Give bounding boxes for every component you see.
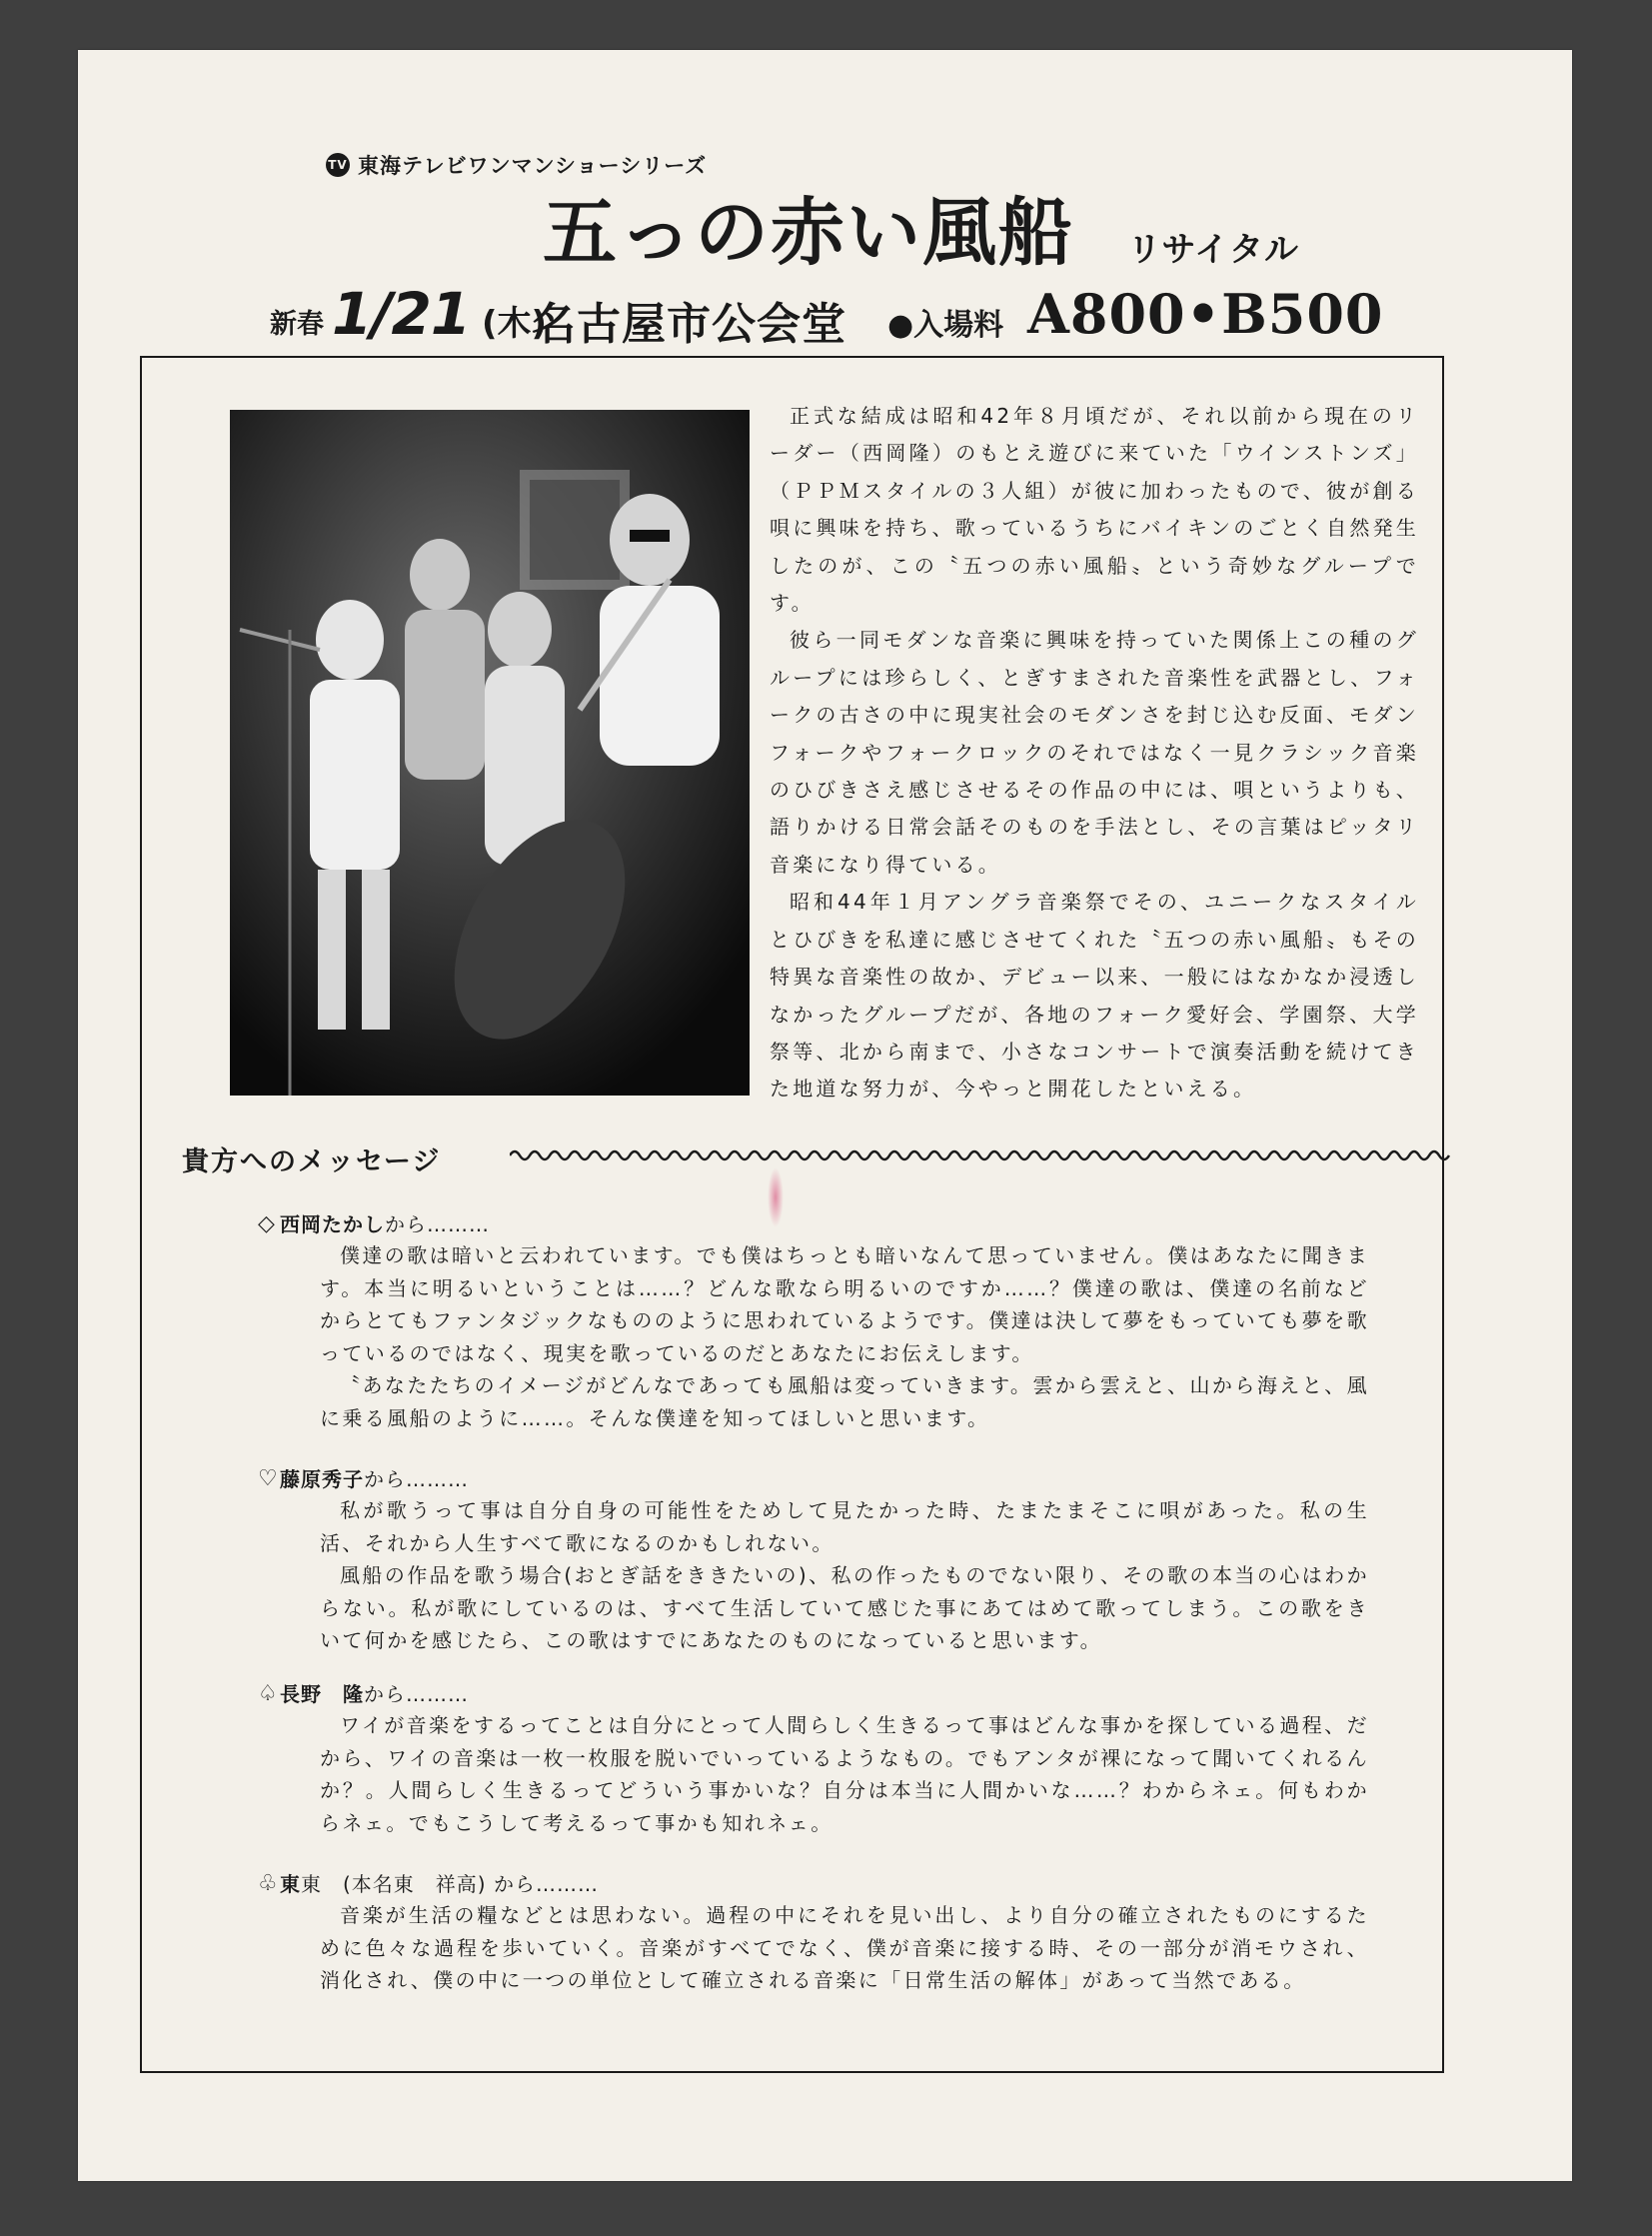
series-line	[326, 150, 707, 180]
message-body	[320, 1494, 1369, 1657]
event-date: 1/21	[332, 280, 471, 348]
message-body	[320, 1899, 1369, 1997]
message-paragraph: 音楽が生活の糧などとは思わない。過程の中にそれを見い出し、より自分の確立されたものにするために色々な過程を歩いていく。音楽がすべてでなく、僕が音楽に接する時、その一部分が消モウされ、消化され、僕の中に一つの単位として確立される音楽に「日常生活の解体」があって当然である。	[320, 1903, 1369, 1993]
message-paragraph: 〝あなたたちのイメージがどんなであっても風船は変っていきます。雲から雲えと、山から海えと、風に乗る風船のように……。そんな僕達を知ってほしいと思います。	[320, 1373, 1369, 1430]
message-paragraph: 風船の作品を歌う場合(おとぎ話をききたいの)、私の作ったものでない限り、その歌の本当の心はわからない。私が歌にしているのは、すべて生活していて感じた事にあてはめて歌ってしまう。この歌をきいて何かを感じたら、この歌はすでにあなたのものになっていると思います。	[320, 1563, 1369, 1653]
intro-text	[770, 398, 1419, 1109]
message-paragraph: 僕達の歌は暗いと云われています。でも僕はちっとも暗いなんて思っていません。僕はあなたに聞きます。本当に明るいということは……？どんな歌なら明るいのですか……？僕達の歌は、僕達の名前などからとてもファンタジックなもののように思われているようです。僕達は決して夢をもっていても夢を歌っているのではなく、現実を歌っているのだとあなたにお伝えします。	[320, 1243, 1369, 1365]
event-info	[270, 280, 1409, 350]
event-venue: 名古屋市公会堂	[532, 299, 846, 350]
intro-paragraph: 彼ら一同モダンな音楽に興味を持っていた関係上この種のグループには珍らしく、とぎすまされた音楽性を武器とし、フォークの古さの中に現実社会のモダンさを封じ込む反面、モダンフォークやフォークロックのそれではなく一見クラシック音楽のひびきさえ感じさせるその作品の中には、唄というよりも、語りかける日常会話そのものを手法とし、その言葉はピッタリ音楽になり得ている。	[770, 628, 1419, 877]
concert-title: 五っの赤い風船	[543, 190, 1074, 276]
spade-icon: ♤	[258, 1681, 279, 1706]
message-fujiwara	[258, 1464, 1377, 1657]
author-suffix: から………	[364, 1467, 469, 1491]
author-name: 藤原秀子	[280, 1467, 364, 1491]
author-name: 西岡たかし	[280, 1212, 385, 1236]
diamond-icon: ◇	[258, 1211, 276, 1236]
heart-icon: ♡	[258, 1466, 279, 1491]
message-header	[182, 1139, 1461, 1179]
band-photo-image	[230, 410, 750, 1096]
tv-logo-icon: TV	[326, 153, 350, 177]
author-name: 東	[280, 1872, 301, 1896]
admission-label: ●入場料	[887, 308, 1004, 343]
message-author	[258, 1869, 1377, 1899]
message-body	[320, 1709, 1369, 1839]
intro-paragraph: 正式な結成は昭和42年８月頃だが、それ以前から現在のリーダー（西岡隆）のもとえ遊びに来ていた「ウインストンズ」（ＰＰＭスタイルの３人組）が彼に加わったもので、彼が創る唄に興味を持ち、歌っているうちにバイキンのごとく自然発生したのが、この〝五つの赤い風船〟という奇妙なグループです。	[770, 404, 1419, 616]
club-icon: ♧	[258, 1871, 279, 1896]
title-suffix: リサイタル	[1127, 230, 1299, 270]
message-title: 貴方へのメッセージ	[182, 1146, 442, 1177]
message-nishioka	[258, 1209, 1377, 1435]
wavy-divider	[510, 1145, 1459, 1165]
new-year-label: 新春	[270, 309, 324, 340]
message-body	[320, 1239, 1369, 1435]
message-paragraph: ワイが音楽をするってことは自分にとって人間らしく生きるって事はどんな事かを探している過程、だから、ワイの音楽は一枚一枚服を脱いでいっているようなもの。でもアンタが裸になって聞いてくれるんか？。人間らしく生きるってどういう事かいな？自分は本当に人間かいな……？わからネェ。何もわからネェ。でもこうして考えるって事かも知れネェ。	[320, 1713, 1369, 1835]
author-name: 長野 隆	[280, 1682, 364, 1706]
message-author	[258, 1209, 1377, 1239]
author-suffix: から………	[364, 1682, 469, 1706]
band-photo	[230, 410, 750, 1096]
message-nagano	[258, 1679, 1377, 1839]
message-author	[258, 1464, 1377, 1494]
event-weekday: (木)	[482, 304, 548, 344]
message-higashi	[258, 1869, 1377, 1997]
author-suffix: から………	[385, 1212, 490, 1236]
admission-price: A800•B500	[1027, 282, 1384, 346]
intro-paragraph: 昭和44年１月アングラ音楽祭でその、ユニークなスタイルとひびきを私達に感じさせてくれた〝五つの赤い風船〟もその特異な音楽性の故か、デビュー以来、一般にはなかなか浸透しなかったグループだが、各地のフォーク愛好会、学園祭、大学祭等、北から南まで、小さなコンサートで演奏活動を続けてきた地道な努力が、今やっと開花したといえる。	[770, 890, 1419, 1102]
series-name: 東海テレビワンマンショーシリーズ	[358, 154, 708, 178]
author-suffix: 東 (本名東 祥高) から………	[301, 1872, 599, 1896]
message-author	[258, 1679, 1377, 1709]
message-paragraph: 私が歌うって事は自分自身の可能性をためして見たかった時、たまたまそこに唄があった。私の生活、それから人生すべて歌になるのかもしれない。	[320, 1498, 1369, 1555]
